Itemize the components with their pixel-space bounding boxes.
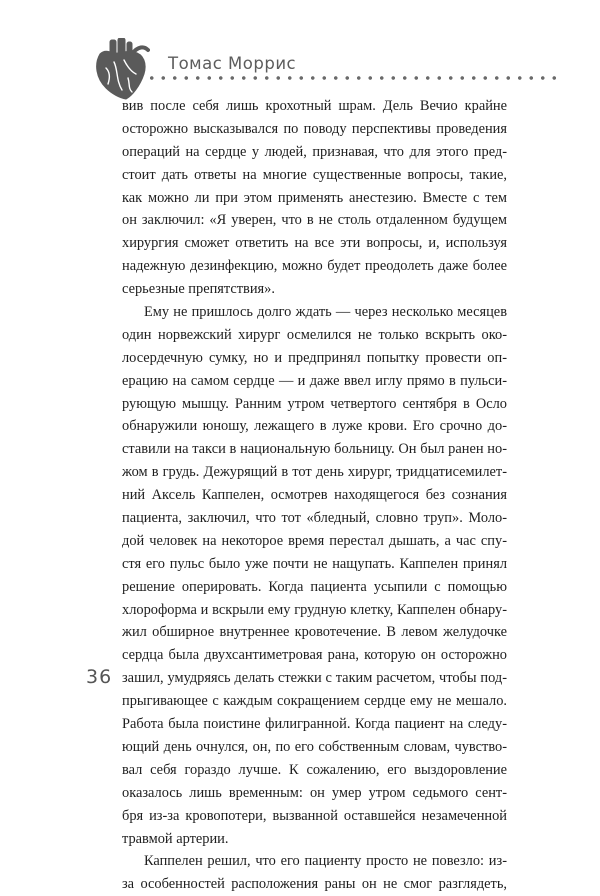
text-line: хирургия сможет ответить на все эти вопросы, и, используя [122,235,507,252]
text-line: как можно ли при этом применять анестезию. Вместе с тем [122,189,507,206]
text-line: стоит дать ответы на многие существенные вопросы, такие, [122,166,507,183]
text-line: жил обширное внутреннее кровотечение. В левом желудочке [122,624,507,641]
text-line: хлороформа и вскрыли ему грудную клетку, Каппелен обнару- [122,601,507,618]
text-line: рующую мышцу. Ранним утром четвертого сентября в Осло [122,395,507,412]
text-line: прыгивающее с каждым сокращением сердце ему не мешало. [122,693,507,710]
text-line: дой человек на некоторое время перестал дышать, а час спу- [122,532,507,549]
text-line: осторожно высказывался по поводу перспективы проведения [122,120,507,137]
running-header [86,34,600,104]
text-line: операций на сердце у людей, признавая, что для этого пред- [122,143,507,160]
text-line: вал себя гораздо лучше. К сожалению, его выздоровление [122,761,507,778]
text-line: он заключил: «Я уверен, что в не столь отдаленном будущем [122,212,507,229]
text-line: один норвежский хирург осмелился не только вскрыть око- [122,326,507,343]
text-line: Каппелен решил, что его пациенту просто не повезло: из- [144,853,507,870]
text-line: травмой артерии. [122,830,229,847]
text-line: ющий день очнулся, он, по его собственным словам, чувство- [122,738,507,755]
text-line: оказалось лишь временным: он умер утром седьмого сент- [122,784,507,801]
text-line: ний Аксель Каппелен, осмотрев находящегося без сознания [122,487,507,504]
body-text [122,95,507,896]
text-line: жом в грудь. Дежурящий в тот день хирург, тридцатисемилет- [122,464,507,481]
text-line: Работа была поистине филигранной. Когда пациент на следу- [122,716,507,733]
text-line: стя его пульс было уже почти не нащупать. Каппелен принял [122,555,507,572]
text-line: зашил, умудряясь делать стежки с таким расчетом, чтобы под- [122,670,507,687]
text-line: пациента, заключил, что тот «бледный, словно труп». Моло- [122,510,507,527]
dotted-rule [146,75,556,81]
text-line: за особенностей расположения раны он не смог разглядеть, [122,876,507,893]
text-line: бря из-за кровопотери, вызванной оставшейся незамеченной [122,807,507,824]
text-line: надежную дезинфекцию, можно будет преодолеть даже более [122,258,507,275]
text-line: обнаружили юношу, лежащего в луже крови. Его срочно до- [122,418,507,435]
text-line: серьезные препятствия». [122,281,275,298]
author-name: Томас Моррис [168,54,297,73]
text-line: сердца была двухсантиметровая рана, которую он осторожно [122,647,507,664]
text-line: ерацию на самом сердце — и даже ввел иглу прямо в пульси- [122,372,507,389]
text-line: вив после себя лишь крохотный шрам. Дель Вечио крайне [122,98,507,114]
text-line: ставили на такси в национальную больницу. Он был ранен но- [122,441,507,458]
text-line: лосердечную сумку, но и предпринял попытку провести оп- [122,349,507,366]
page-number: 36 [86,666,113,688]
anatomical-heart-icon [92,38,150,100]
text-line: решение оперировать. Когда пациента усыпили с помощью [122,578,507,595]
text-line: Ему не пришлось долго ждать — через несколько месяцев [144,304,507,321]
